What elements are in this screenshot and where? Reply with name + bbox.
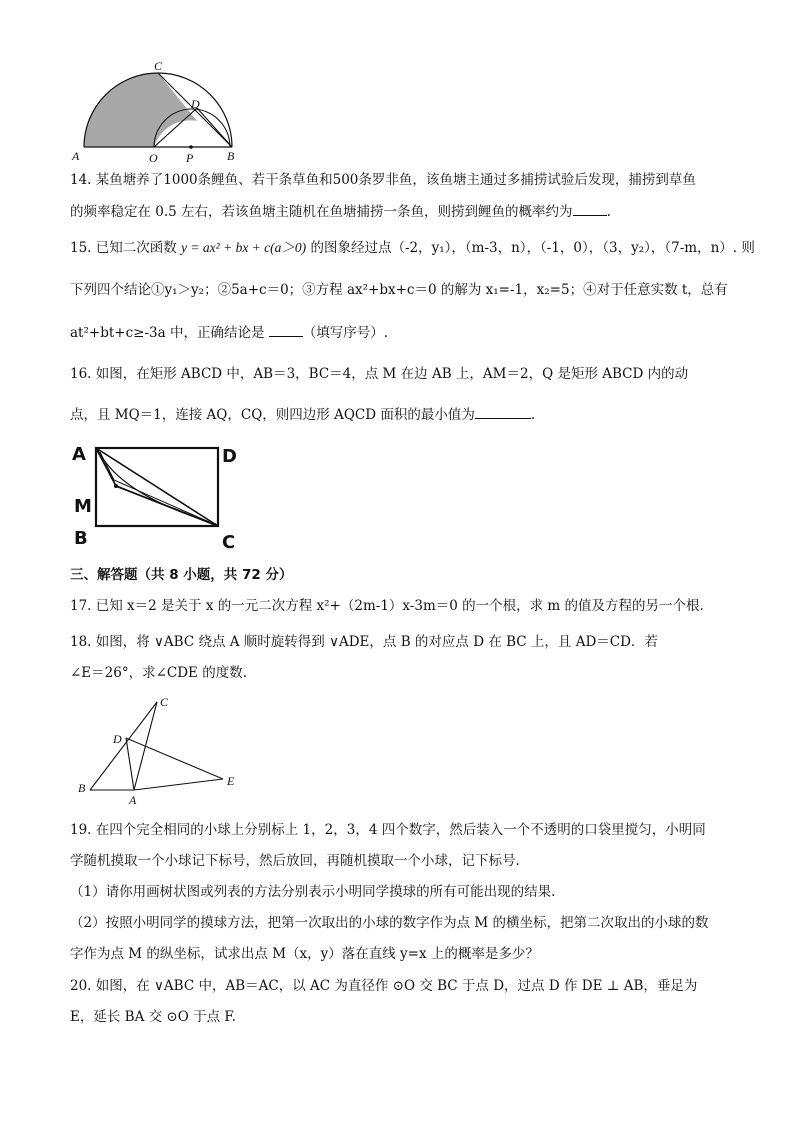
answer-blank[interactable]: [573, 201, 607, 216]
label-D: D: [191, 97, 200, 111]
label-A: A: [129, 793, 137, 807]
q14-line2: 的频率稳定在 0.5 左右，若该鱼塘主随机在鱼塘捕捞一条鱼，则捞到鲤鱼的概率约为 .: [70, 201, 750, 222]
q20-line2: E，延长 BA 交 ⊙O 于点 F.: [70, 1009, 236, 1025]
label-A: A: [72, 444, 86, 465]
q15-line2: 下列四个结论①y₁＞y₂；②5a+c＝0；③方程 ax²+bx+c＝0 的解为 x₁=-1，x₂=5；④对于任意实数 t，总有: [70, 282, 728, 298]
label-B: B: [78, 781, 86, 795]
label-O: O: [149, 151, 158, 165]
label-C: C: [154, 59, 163, 73]
rectangle-figure: [70, 440, 250, 555]
q19-line1: 19. 在四个完全相同的小球上分别标上 1，2，3，4 四个数字，然后装入一个不透明的口袋里搅匀，小明同: [70, 822, 706, 838]
label-C: C: [160, 695, 169, 709]
label-B: B: [74, 528, 88, 549]
label-D: D: [113, 732, 122, 746]
label-B: B: [227, 149, 235, 163]
label-C: C: [222, 532, 236, 553]
q15-line1: 15. 已知二次函数 y = ax² + bx + c(a＞0) 的图象经过点（-2，y₁），（m-3，n），（-1，0），（3，y₂），（7-m，n）. 则: [70, 240, 755, 256]
q16-line2: 点，且 MQ＝1，连接 AQ，CQ，则四边形 AQCD 面积的最小值为 .: [70, 404, 750, 425]
triangle-figure: [70, 692, 250, 810]
label-A: A: [72, 149, 80, 163]
section-heading: 三、解答题（共 8 小题，共 72 分）: [70, 567, 293, 583]
semicircle-figure: [70, 58, 245, 168]
q14-line1: 14. 某鱼塘养了1000条鲤鱼、若干条草鱼和500条罗非鱼，该鱼塘主通过多捕捞试验后发现，捕捞到草鱼: [70, 172, 696, 188]
q18-line1: 18. 如图，将 ∨ABC 绕点 A 顺时旋转得到 ∨ADE，点 B 的对应点 D 在 BC 上，且 AD＝CD．若: [70, 634, 658, 650]
label-P: P: [186, 151, 194, 165]
q20-line1: 20. 如图，在 ∨ABC 中，AB＝AC，以 AC 为直径作 ⊙O 交 BC 于点 D，过点 D 作 DE ⊥ AB，垂足为: [70, 978, 698, 994]
label-M: M: [74, 496, 92, 517]
q19-part1: （1）请你用画树状图或列表的方法分别表示小明同学摸球的所有可能出现的结果.: [70, 884, 556, 900]
q17-text: 17. 已知 x＝2 是关于 x 的一元二次方程 x²+（2m-1）x-3m＝0 的一个根，求 m 的值及方程的另一个根.: [70, 598, 704, 614]
label-E: E: [227, 774, 235, 788]
answer-blank[interactable]: [475, 404, 531, 419]
q15-line3: at²+bt+c≥-3a 中，正确结论是 （填写序号）.: [70, 322, 750, 343]
q19-line2: 学随机摸取一个小球记下标号，然后放回，再随机摸取一个小球，记下标号.: [70, 853, 520, 869]
label-D: D: [222, 446, 237, 467]
shaded-region: [84, 73, 197, 147]
q19-part2-line1: （2）按照小明同学的摸球方法，把第一次取出的小球的数字作为点 M 的横坐标，把第二次取出的小球的数: [70, 915, 709, 931]
q19-part2-line2: 字作为点 M 的纵坐标，试求出点 M（x，y）落在直线 y=x 上的概率是多少？: [70, 946, 539, 962]
answer-blank[interactable]: [269, 322, 303, 337]
q18-line2: ∠E＝26°，求∠CDE 的度数.: [70, 665, 247, 681]
q16-line1: 16. 如图，在矩形 ABCD 中，AB＝3，BC＝4，点 M 在边 AB 上，AM＝2，Q 是矩形 ABCD 内的动: [70, 366, 689, 382]
